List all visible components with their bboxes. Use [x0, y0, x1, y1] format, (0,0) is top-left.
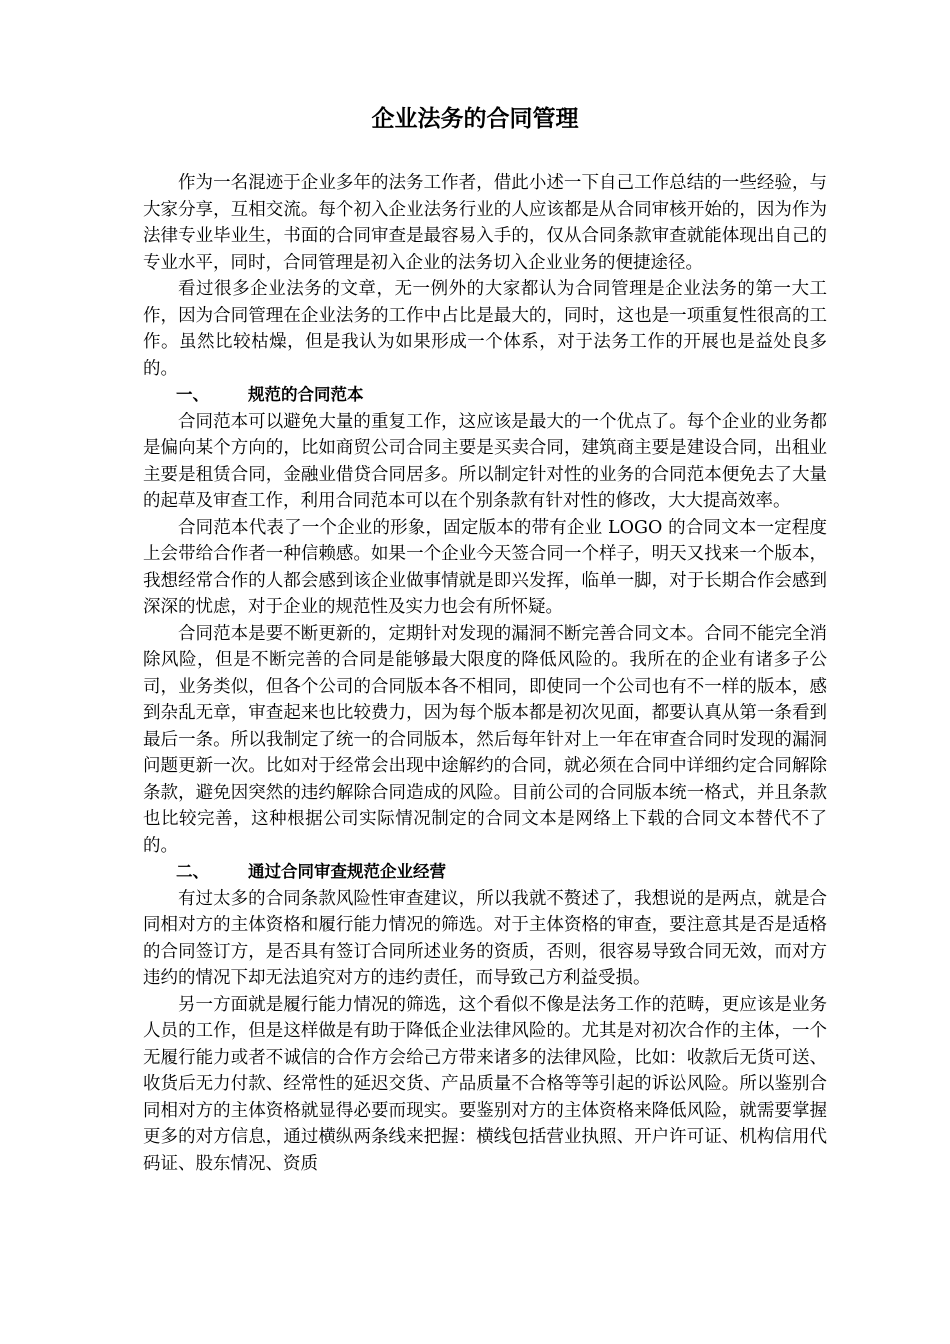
section-heading-1 — [143, 382, 827, 409]
section-number: 二、 — [176, 862, 209, 881]
section-title: 规范的合同范本 — [248, 385, 364, 404]
section-2-paragraph: 有过太多的合同条款风险性审查建议，所以我就不赘述了，我想说的是两点，就是合同相对方的主体资格和履行能力情况的筛选。对于主体资格的审查，要注意其是否是适格的合同签订方，是否具有签订合同所述业务的资质，否则，很容易导致合同无效，而对方违约的情况下却无法追究对方的违约责任，而导致己方利益受损。 — [143, 888, 827, 988]
section-title: 通过合同审查规范企业经营 — [248, 862, 446, 881]
document-title: 企业法务的合同管理 — [371, 106, 579, 132]
section-number: 一、 — [176, 385, 209, 404]
document-body — [143, 170, 827, 1177]
intro-paragraph: 看过很多企业法务的文章，无一例外的大家都认为合同管理是企业法务的第一大工作，因为合同管理在企业法务的工作中占比是最大的，同时，这也是一项重复性很高的工作。虽然比较枯燥，但是我认为如果形成一个体系，对于法务工作的开展也是益处良多的。 — [143, 279, 827, 379]
section-1-paragraph: 合同范本可以避免大量的重复工作，这应该是最大的一个优点了。每个企业的业务都是偏向某个方向的，比如商贸公司合同主要是买卖合同，建筑商主要是建设合同，出租业主要是租赁合同，金融业借贷合同居多。所以制定针对性的业务的合同范本便免去了大量的起草及审查工作，利用合同范本可以在个别条款有针对性的修改，大大提高效率。 — [143, 411, 827, 511]
intro-paragraph: 作为一名混迹于企业多年的法务工作者，借此小述一下自己工作总结的一些经验，与大家分享，互相交流。每个初入企业法务行业的人应该都是从合同审核开始的，因为作为法律专业毕业生，书面的合同审查是最容易入手的，仅从合同条款审查就能体现出自己的专业水平，同时，合同管理是初入企业的法务切入企业业务的便捷途径。 — [143, 173, 827, 273]
section-1-paragraph: 合同范本是要不断更新的，定期针对发现的漏洞不断完善合同文本。合同不能完全消除风险，但是不断完善的合同是能够最大限度的降低风险的。我所在的企业有诸多子公司，业务类似，但各个公司的合同版本各不相同，即使同一个公司也有不一样的版本，感到杂乱无章，审查起来也比较费力，因为每个版本都是初次见面，都要认真从第一条看到最后一条。所以我制定了统一的合同版本，然后每年针对上一年在审查合同时发现的漏洞问题更新一次。比如对于经常会出现中途解约的合同，就必须在合同中详细约定合同解除条款，避免因突然的违约解除合同造成的风险。目前公司的合同版本统一格式，并且条款也比较完善，这种根据公司实际情况制定的合同文本是网络上下载的合同文本替代不了的。 — [143, 623, 827, 856]
section-1-paragraph: 合同范本代表了一个企业的形象，固定版本的带有企业 LOGO 的合同文本一定程度上会带给合作者一种信赖感。如果一个企业今天签合同一个样子，明天又找来一个版本，我想经常合作的人都会感到该企业做事情就是即兴发挥，临单一脚，对于长期合作会感到深深的忧虑，对于企业的规范性及实力也会有所怀疑。 — [143, 517, 827, 617]
section-heading-2 — [143, 859, 827, 886]
section-2-paragraph: 另一方面就是履行能力情况的筛选，这个看似不像是法务工作的范畴，更应该是业务人员的工作，但是这样做是有助于降低企业法律风险的。尤其是对初次合作的主体，一个无履行能力或者不诚信的合作方会给己方带来诸多的法律风险，比如：收款后无货可送、收货后无力付款、经常性的延迟交货、产品质量不合格等等引起的诉讼风险。所以鉴别合同相对方的主体资格就显得必要而现实。要鉴别对方的主体资格来降低风险，就需要掌握更多的对方信息，通过横纵两条线来把握：横线包括营业执照、开户许可证、机构信用代码证、股东情况、资质 — [143, 994, 827, 1174]
